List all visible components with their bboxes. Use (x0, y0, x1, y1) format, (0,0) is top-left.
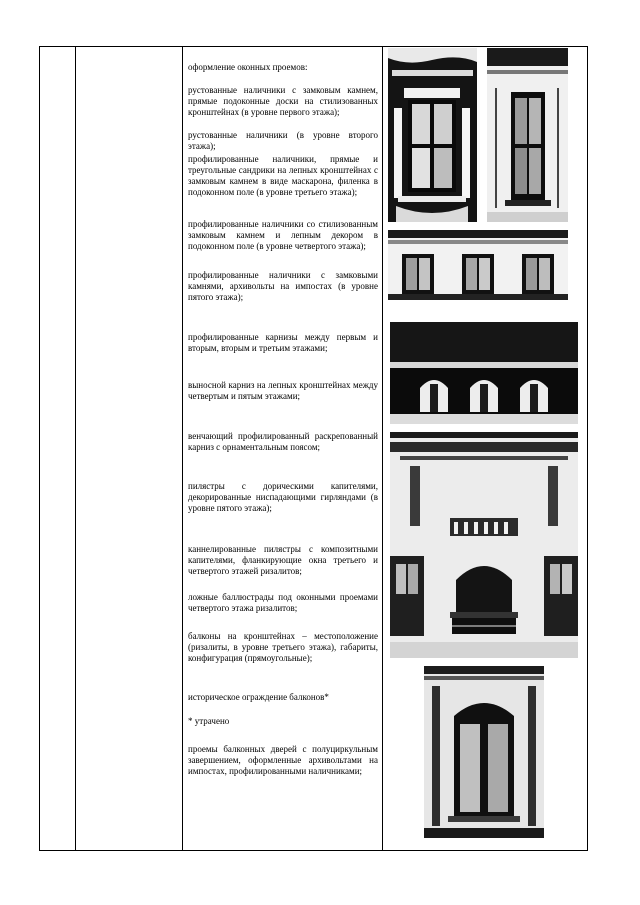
table-border-bottom (39, 850, 587, 851)
item-first-floor-windows: рустованные наличники с замковым камнем, прямые подоконные доски на стилизованных кронштейнах (в уровне первого этажа); (188, 85, 378, 117)
item-doric-pilasters: пилястры с дорическими капителями, декорированные ниспадающими гирляндами (в уровне пятого этажа); (188, 481, 378, 513)
footnote-lost: * утрачено (188, 716, 230, 726)
photo-risalit-facade (390, 432, 578, 658)
item-false-balustrades: ложные баллюстрады под оконными проемами четвертого этажа ризалитов; (188, 592, 378, 613)
table-divider-2 (182, 46, 183, 851)
photo-arched-windows (390, 322, 578, 424)
item-second-floor-windows: рустованные наличники (в уровне второго этажа); (188, 130, 378, 151)
item-balcony-railing: историческое ограждение балконов* (188, 692, 329, 702)
item-crowning-cornice: венчающий профилированный раскрепованный карниз с орнаментальным поясом; (188, 431, 378, 452)
item-fourth-floor-windows: профилированные наличники со стилизованным замковым камнем и лепным декором в подоконном поле (в уровне четвертого этажа); (188, 219, 378, 251)
window-openings-heading: оформление оконных проемов: (188, 62, 308, 72)
photo-windows-row (388, 230, 568, 300)
item-balconies: балконы на кронштейнах – местоположение (ризалиты, в уровне третьего этажа), габариты, конфигурация (прямоугольные); (188, 631, 378, 663)
item-projecting-cornice: выносной карниз на лепных кронштейнах между четвертым и пятым этажами; (188, 380, 378, 401)
table-border-left (39, 46, 40, 851)
table-border-right (587, 46, 588, 851)
item-fifth-floor-windows: профилированные наличники с замковыми камнями, архивольты на импостах (в уровне пятого этажа); (188, 270, 378, 302)
photo-window-ground-floor (388, 48, 477, 222)
photo-balcony-door (424, 666, 544, 838)
item-profiled-cornices: профилированные карнизы между первым и вторым, вторым и третьим этажами; (188, 332, 378, 353)
table-divider-3 (382, 46, 383, 851)
item-balcony-doors: проемы балконных дверей с полуциркульным завершением, оформленные архивольтами на импостах, профилированными наличниками; (188, 744, 378, 776)
item-third-floor-windows: профилированные наличники, прямые и треугольные сандрики на лепных кронштейнах с замковым камнем в виде маскарона, филенка в подоконном поле (в уровне третьего этажа); (188, 154, 378, 197)
item-fluted-pilasters: каннелированные пилястры с композитными капителями, фланкирующие окна третьего и четвертого этажей ризалитов; (188, 544, 378, 576)
photo-window-second-floor (487, 48, 568, 222)
table-divider-1 (75, 46, 76, 851)
table-border-top (39, 46, 587, 47)
